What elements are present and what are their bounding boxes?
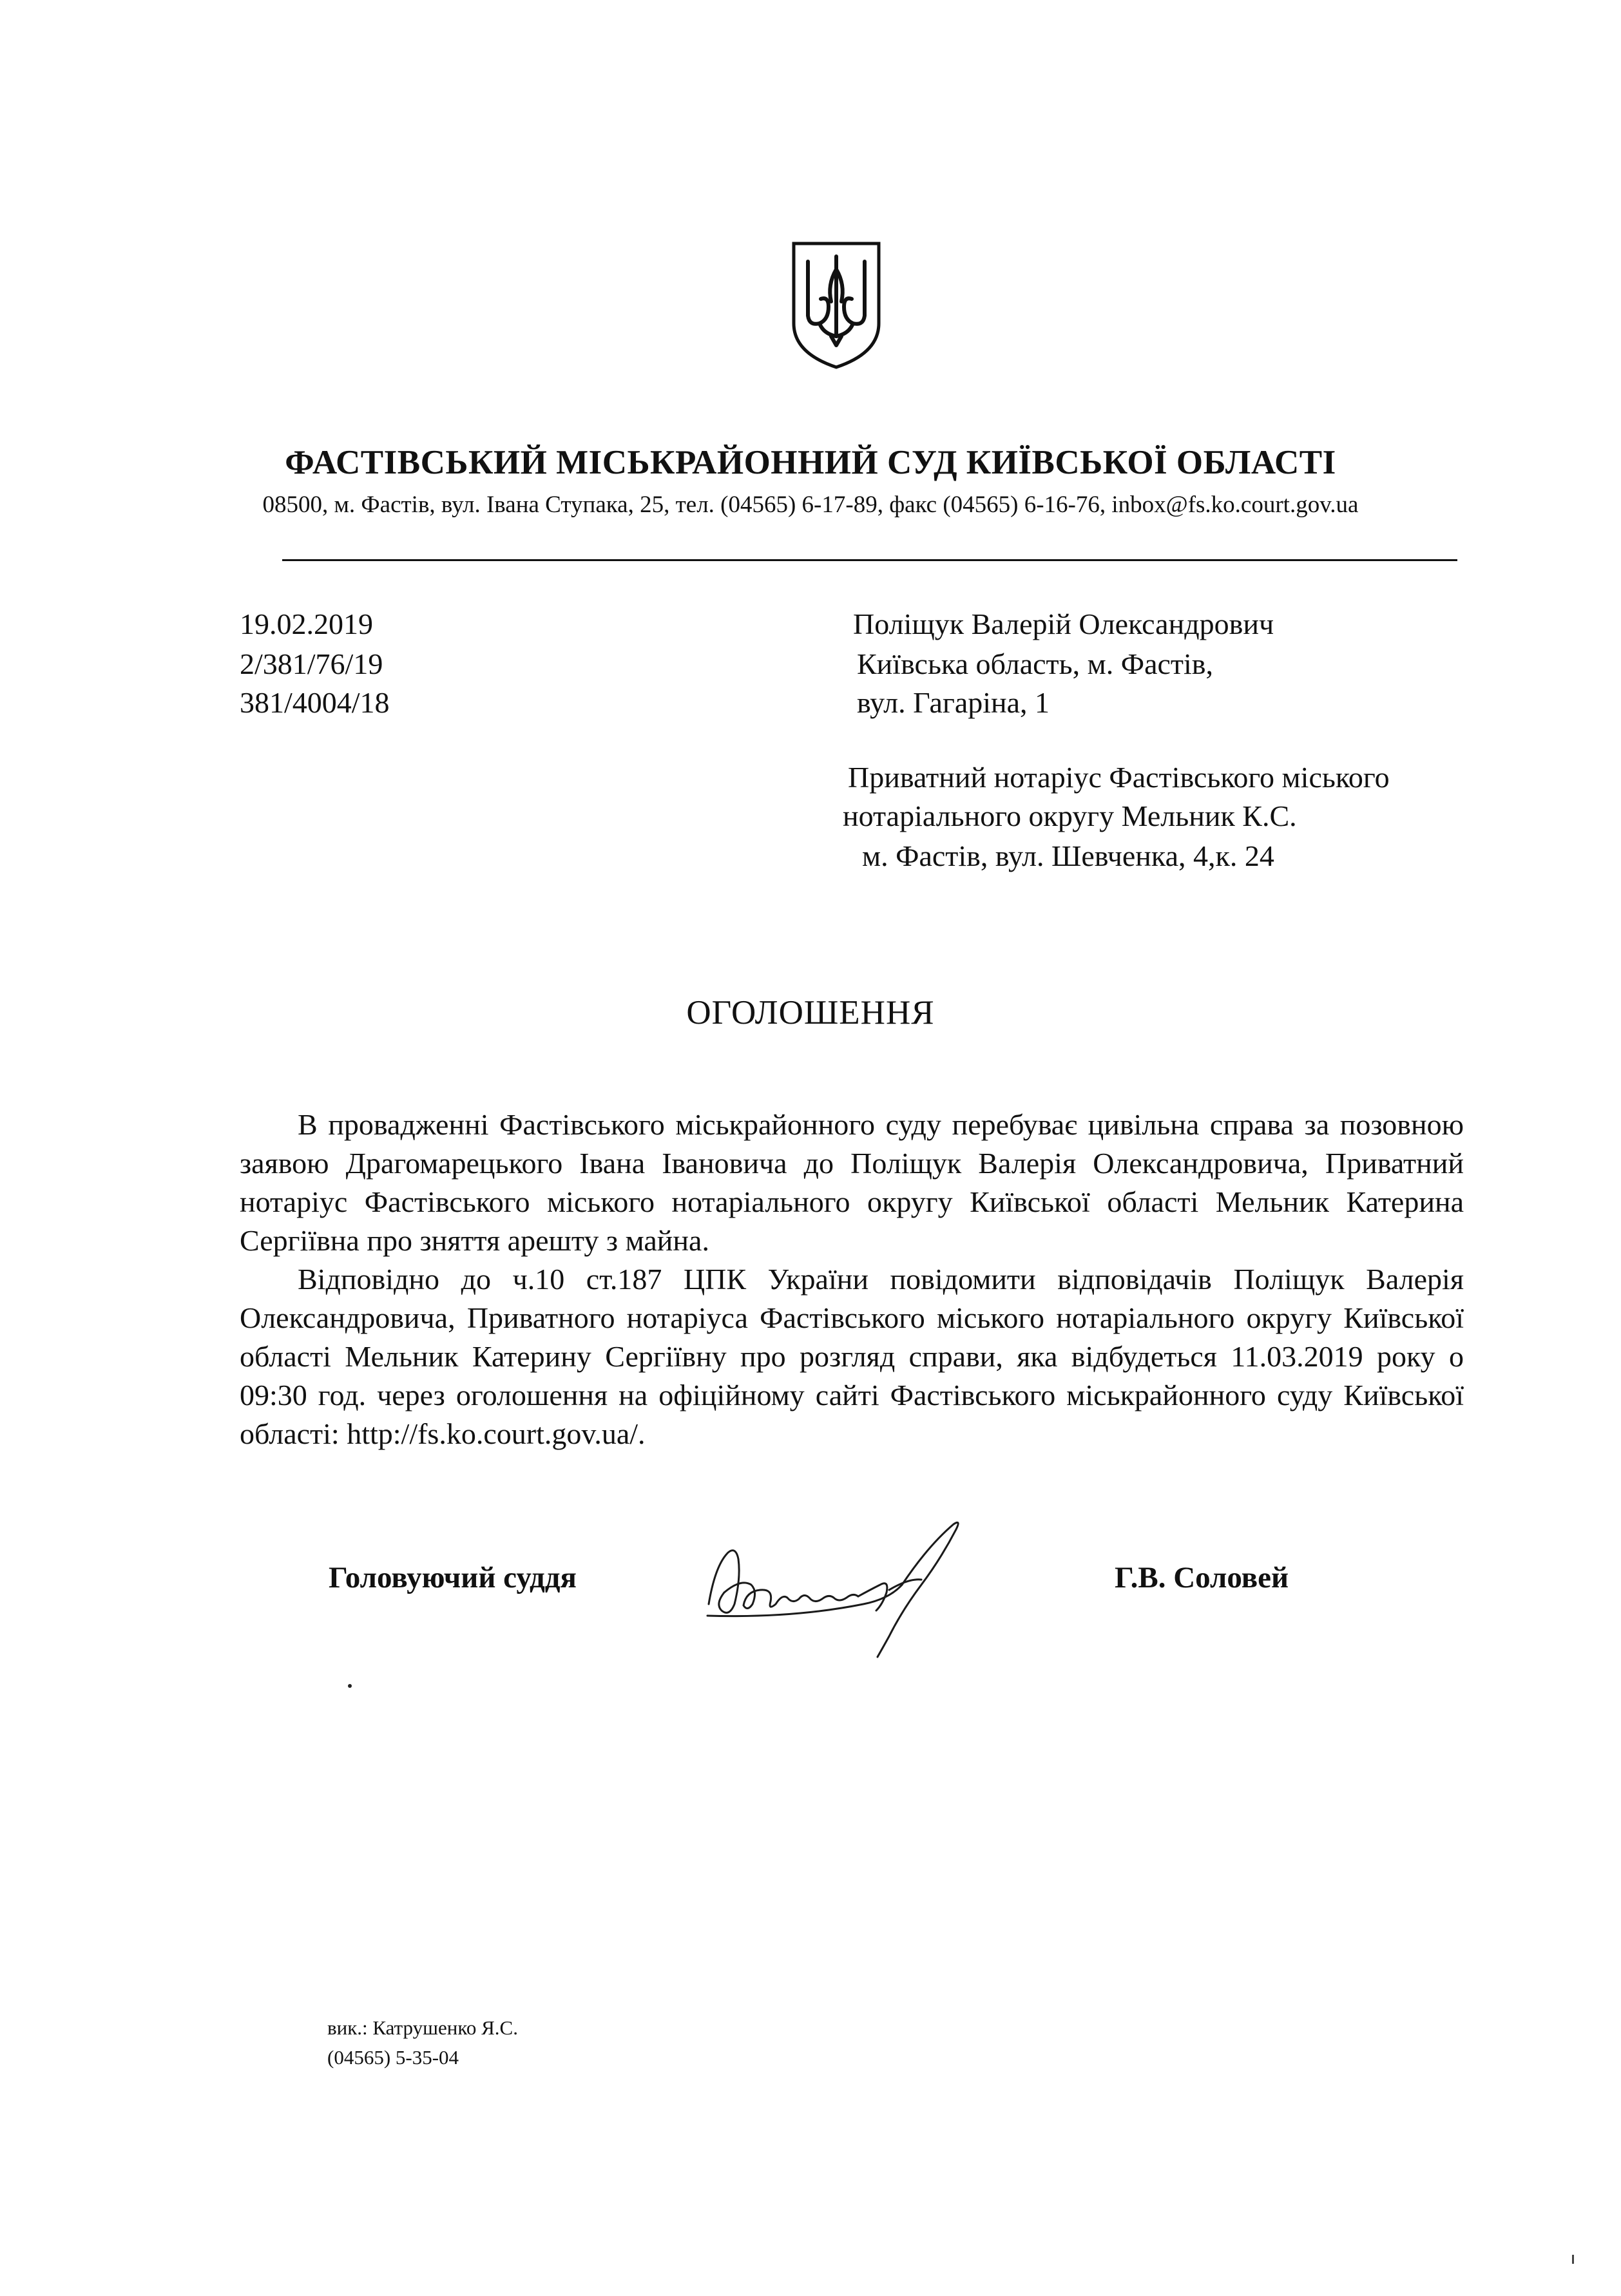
recipient-1-address-line: вул. Гагаріна, 1 (857, 686, 1050, 719)
recipient-1-address-line: Київська область, м. Фастів, (857, 647, 1214, 680)
court-name: ФАСТІВСЬКИЙ МІСЬКРАЙОННИЙ СУД КИЇВСЬКОЇ ОБЛАСТІ (285, 444, 1336, 481)
trident-coat-of-arms-icon (790, 240, 883, 371)
announcement-title: ОГОЛОШЕННЯ (686, 994, 935, 1031)
announcement-paragraph: Відповідно до ч.10 ст.187 ЦПК України повідомити відповідачів Поліщук Валерія Олександровича, Приватного нотаріуса Фастівського міського нотаріального округу Київської області Мельник Катерину Сергіївну про розгляд справи, яка відбудеться 11.03.2019 року о 09:30 год. через оголошення на офіційному сайті Фастівського міськрайонного суду Київської області: http://fs.ko.court.gov.ua/. (240, 1263, 1464, 1450)
announcement-paragraph: В провадженні Фастівського міськрайонного суду перебуває цивільна справа за позовною заявою Драгомарецького Івана Івановича до Поліщук Валерія Олександровича, Приватний нотаріус Фастівського міського нотаріального округу Київської області Мельник Катерина Сергіївна про зняття арешту з майна. (240, 1108, 1464, 1257)
document-date: 19.02.2019 (240, 607, 373, 640)
recipient-2-name: Приватний нотаріус Фастівського міського (848, 761, 1390, 794)
recipient-1-name: Поліщук Валерій Олександрович (853, 607, 1274, 640)
stray-mark (348, 1684, 352, 1688)
executor-name: вик.: Катрушенко Я.С. (327, 2016, 518, 2039)
recipient-2-name-line: нотаріального округу Мельник К.С. (843, 799, 1297, 832)
outgoing-number: 2/381/76/19 (240, 647, 383, 680)
case-number: 381/4004/18 (240, 686, 390, 719)
recipient-2-address-line: м. Фастів, вул. Шевченка, 4,к. 24 (862, 839, 1274, 872)
scan-mark (1572, 2255, 1574, 2264)
signature-role: Головуючий суддя (329, 1561, 577, 1594)
court-address: 08500, м. Фастів, вул. Івана Ступака, 25, тел. (04565) 6-17-89, факс (04565) 6-16-76, inbox@fs.ko.court.gov.ua (262, 492, 1359, 518)
executor-phone: (04565) 5-35-04 (327, 2046, 459, 2069)
handwritten-signature (696, 1507, 992, 1662)
judge-name: Г.В. Соловей (1115, 1561, 1289, 1594)
header-divider (282, 559, 1457, 561)
announcement-body (240, 1105, 1464, 1453)
